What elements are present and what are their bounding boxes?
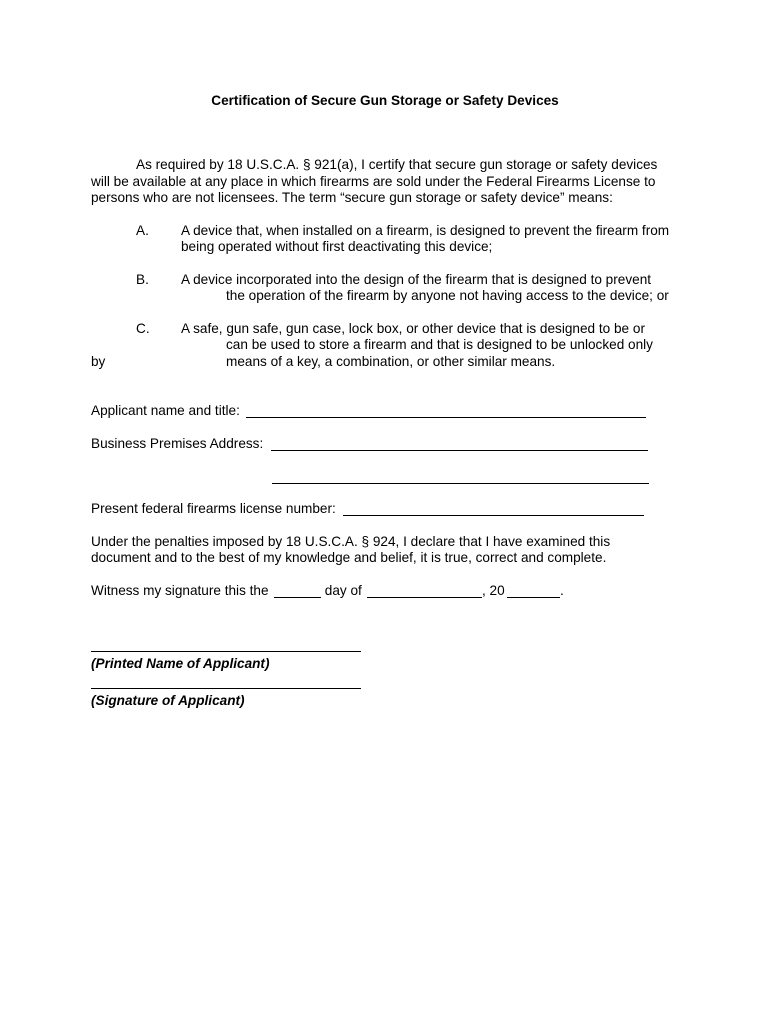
page-title: Certification of Secure Gun Storage or Safety Devices — [211, 93, 559, 108]
item-a-line-1: A device that, when installed on a firearm, is designed to prevent the firearm from — [181, 223, 670, 238]
declaration-line-1: Under the penalties imposed by 18 U.S.C.A. § 924, I declare that I have examined this — [91, 534, 611, 549]
witness-day-field[interactable] — [274, 597, 321, 598]
witness-year-field[interactable] — [507, 597, 560, 598]
intro-line-1: As required by 18 U.S.C.A. § 921(a), I certify that secure gun storage or safety devices — [136, 157, 658, 172]
item-c-line-1: A safe, gun safe, gun case, lock box, or other device that is designed to be or — [181, 321, 645, 336]
witness-year-prefix: , 20 — [482, 583, 505, 598]
intro-line-2: will be available at any place in which firearms are sold under the Federal Firearms License to — [91, 174, 656, 189]
printed-name-label: (Printed Name of Applicant) — [91, 656, 270, 671]
item-a-letter: A. — [136, 223, 149, 238]
signature-label: (Signature of Applicant) — [91, 693, 245, 708]
item-c-stray-word: by — [91, 354, 106, 369]
item-b-line-2: the operation of the firearm by anyone not having access to the device; or — [226, 288, 669, 303]
business-address-field-1[interactable] — [271, 450, 648, 451]
intro-line-3: persons who are not licensees. The term “secure gun storage or safety device” means: — [91, 190, 613, 205]
item-b-letter: B. — [136, 272, 149, 287]
declaration-line-2: document and to the best of my knowledge and belief, it is true, correct and complete. — [91, 550, 607, 565]
applicant-name-label: Applicant name and title: — [91, 403, 244, 418]
witness-day-label: day of — [321, 583, 366, 598]
business-address-label: Business Premises Address: — [91, 436, 268, 451]
license-number-label: Present federal firearms license number: — [91, 501, 340, 516]
applicant-name-field[interactable] — [246, 417, 646, 418]
witness-prefix: Witness my signature this the — [91, 583, 273, 598]
license-number-field[interactable] — [343, 515, 644, 516]
signature-field[interactable] — [91, 688, 361, 689]
item-c-line-3: means of a key, a combination, or other similar means. — [226, 354, 556, 369]
business-address-field-2[interactable] — [272, 483, 649, 484]
witness-month-field[interactable] — [367, 597, 482, 598]
item-a-line-2: being operated without first deactivating this device; — [181, 239, 493, 254]
item-b-line-1: A device incorporated into the design of the firearm that is designed to prevent — [181, 272, 652, 287]
item-c-line-2: can be used to store a firearm and that is designed to be unlocked only — [226, 337, 653, 352]
printed-name-field[interactable] — [91, 651, 361, 652]
item-c-letter: C. — [136, 321, 150, 336]
witness-suffix: . — [560, 583, 564, 598]
